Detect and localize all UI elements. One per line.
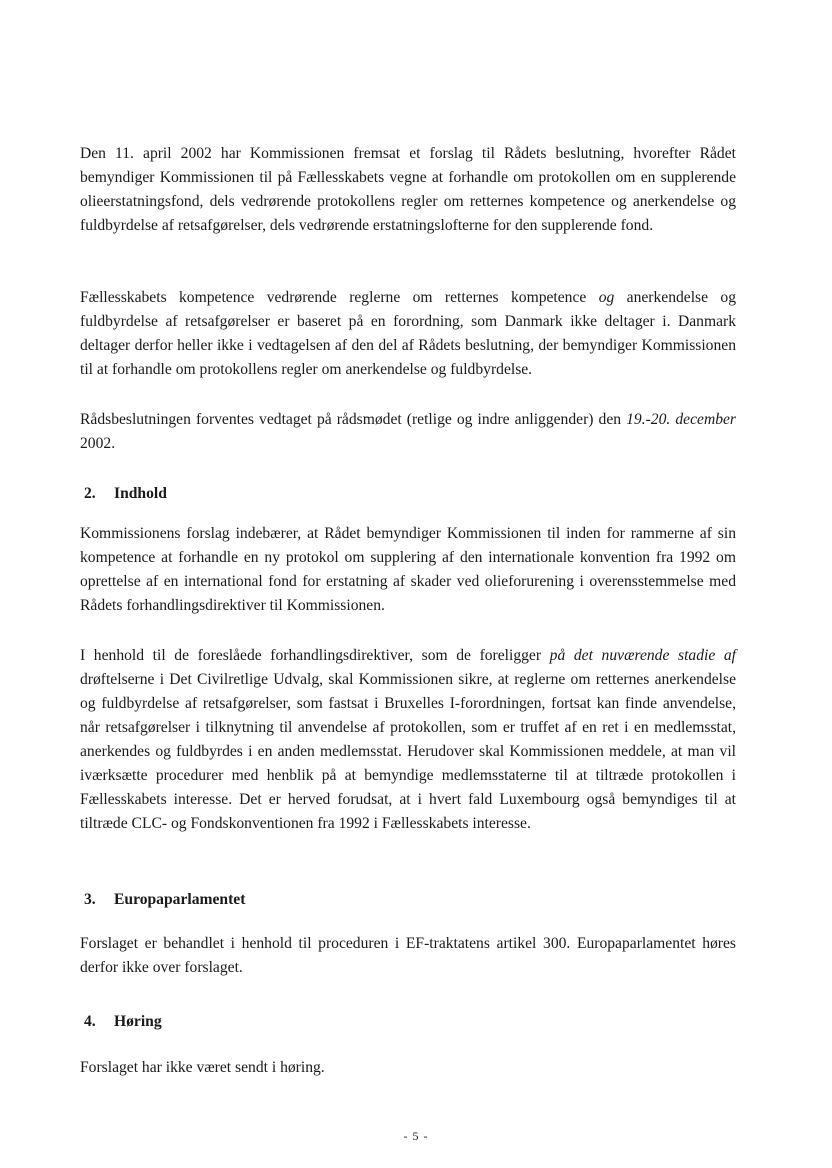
paragraph-competence — [80, 286, 736, 382]
section-number: 3. — [84, 891, 96, 908]
paragraph-council-date-text-b: 2002. — [80, 435, 116, 452]
section-title: Indhold — [114, 485, 167, 502]
paragraph-intro-text: Den 11. april 2002 har Kommissionen fremsat et forslag til Rådets beslutning, hvorefter Rådet bemyndiger Kommissionen til på Fællesskabets vegne at forhandle om protokollen om en supplerende olieerstatningsfond, dels vedrørende protokollens regler om retternes kompetence og anerkendelse og fuldbyrdelse af retsafgørelser, dels vedrørende erstatningslofterne for den supplerende fond. — [80, 145, 736, 234]
paragraph-parliament-text: Forslaget er behandlet i henhold til proceduren i EF-traktatens artikel 300. Europaparlamentet høres derfor ikke over forslaget. — [80, 935, 736, 976]
paragraph-proposal-text: Kommissionens forslag indebærer, at Rådet bemyndiger Kommissionen til inden for rammerne af sin kompetence at forhandle en ny protokol om supplering af den internationale konvention fra 1992 om oprettelse af en international fond for erstatning af skader ved olieforurening i overensstemmelse med Rådets forhandlingsdirektiver til Kommissionen. — [80, 525, 736, 614]
emphasis-og: og — [598, 289, 615, 306]
section-number: 2. — [84, 485, 96, 502]
paragraph-directives — [80, 644, 736, 836]
page-number: - 5 - — [403, 1129, 429, 1143]
section-number: 4. — [84, 1013, 96, 1030]
paragraph-intro — [80, 142, 736, 238]
emphasis-stage: på det nuværende stadie af — [549, 647, 736, 664]
section-heading-horing — [84, 1010, 162, 1034]
section-heading-europaparlamentet — [84, 888, 245, 912]
paragraph-competence-text-b: anerkendelse og fuldbyrdelse af retsafgørelser er baseret på en forordning, som Danmark ikke deltager i. Danmark deltager derfor heller ikke i vedtagelsen af den del af Rådets beslutning, der bemyndiger Kommissionen til at forhandle om protokollens regler om anerkendelse og fuldbyrdelse. — [80, 289, 736, 378]
emphasis-date: 19.-20. december — [626, 411, 736, 428]
paragraph-directives-text-b: drøftelserne i Det Civilretlige Udvalg, skal Kommissionen sikre, at reglerne om retternes anerkendelse og fuldbyrdelse af retsafgørelser, som fastsat i Bruxelles I-forordningen, fortsat kan finde anvendelse, når retsafgørelser i tilknytning til anvendelse af protokollen, som er truffet af en ret i en medlemsstat, anerkendes og fuldbyrdes i en anden medlemsstat. Herudover skal Kommissionen meddele, at man vil iværksætte procedurer med henblik på at bemyndige medlemsstaterne til at tiltræde protokollen i Fællesskabets interesse. Det er herved forudsat, at i hvert fald Luxembourg også bemyndiges til at tiltræde CLC- og Fondskonventionen fra 1992 i Fællesskabets interesse. — [80, 671, 736, 832]
paragraph-directives-text-a: I henhold til de foreslåede forhandlingsdirektiver, som de foreligger — [80, 647, 550, 664]
paragraph-parliament — [80, 932, 736, 980]
paragraph-council-date — [80, 408, 736, 456]
paragraph-council-date-text-a: Rådsbeslutningen forventes vedtaget på rådsmødet (retlige og indre anliggender) den — [80, 411, 627, 428]
section-heading-indhold — [84, 482, 167, 506]
paragraph-competence-text-a: Fællesskabets kompetence vedrørende reglerne om retternes kompetence — [80, 289, 599, 306]
paragraph-consultation-text: Forslaget har ikke været sendt i høring. — [80, 1059, 325, 1076]
section-title: Europaparlamentet — [114, 891, 246, 908]
paragraph-consultation — [80, 1056, 736, 1080]
paragraph-proposal — [80, 522, 736, 618]
section-title: Høring — [114, 1013, 162, 1030]
